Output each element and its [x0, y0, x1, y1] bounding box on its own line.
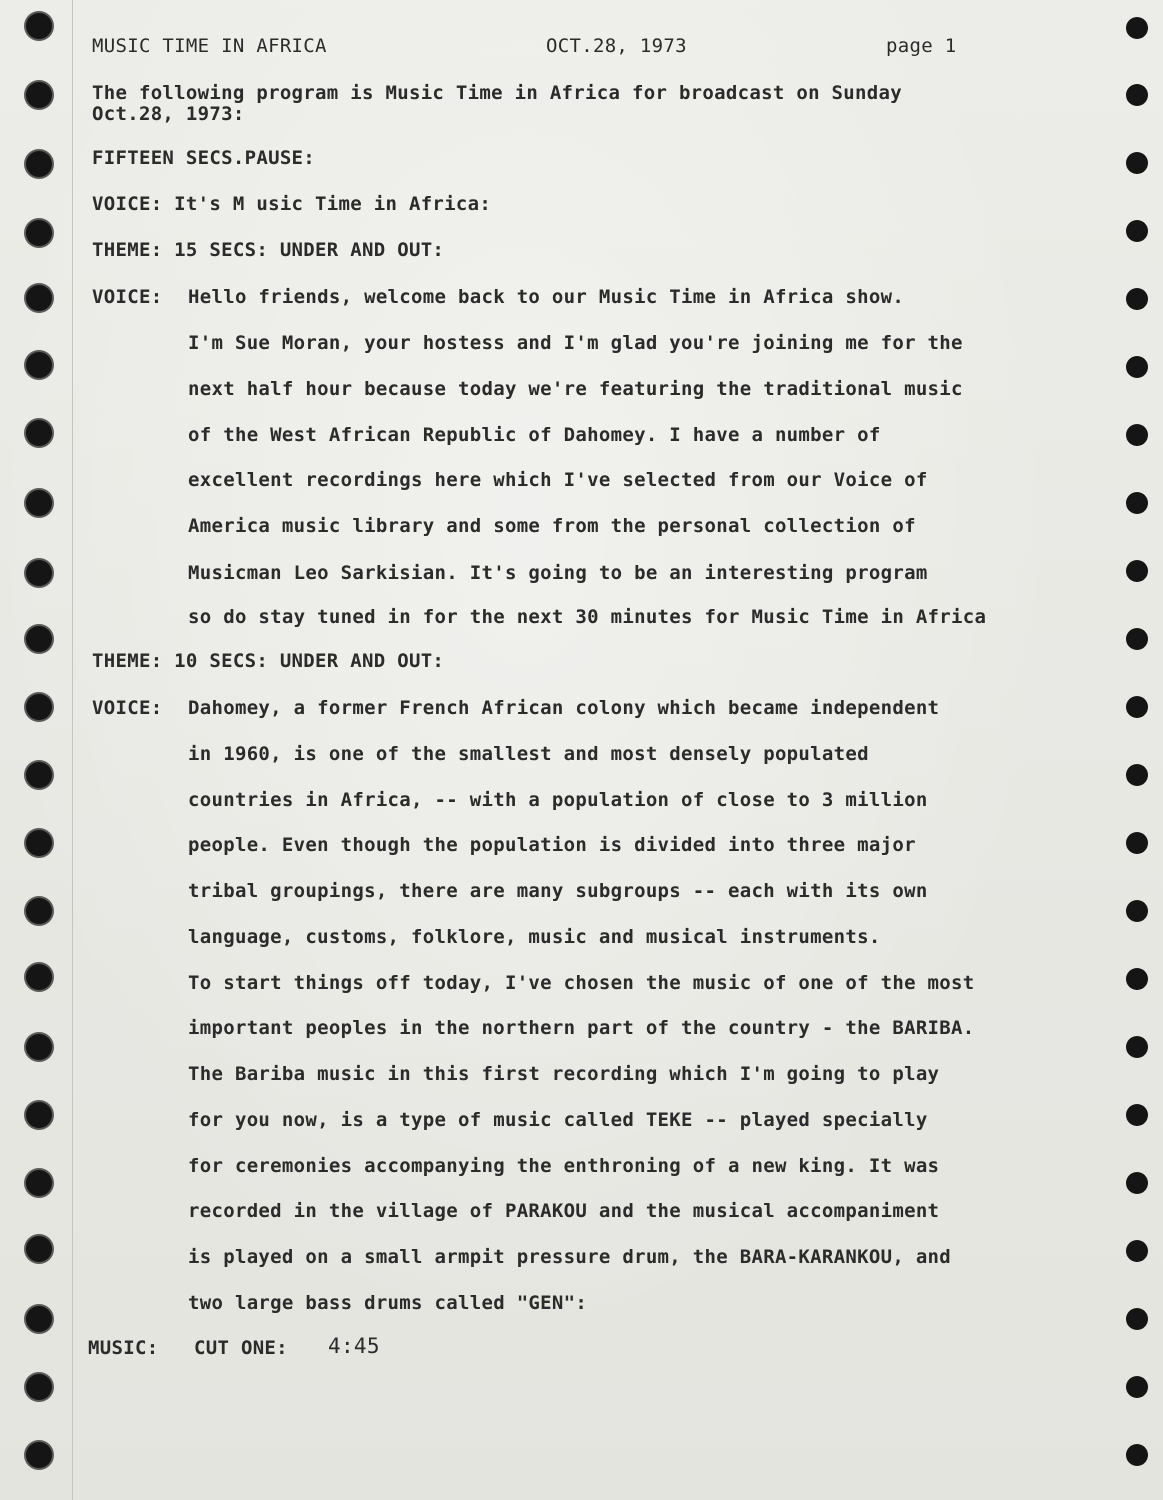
voice-cue: VOICE: It's M usic Time in Africa: [92, 193, 492, 215]
voice-line: for ceremonies accompanying the enthroning of a new king. It was [188, 1155, 940, 1177]
voice-line: two large bass drums called "GEN": [188, 1292, 588, 1314]
program-title: MUSIC TIME IN AFRICA [92, 35, 327, 57]
voice-line: Dahomey, a former French African colony which became independent [188, 697, 940, 719]
voice-line: The Bariba music in this first recording which I'm going to play [188, 1063, 940, 1085]
voice-line: countries in Africa, -- with a population of close to 3 million [188, 789, 928, 811]
music-duration: 4:45 [328, 1334, 380, 1358]
pause-cue: FIFTEEN SECS.PAUSE: [92, 147, 316, 169]
voice-line: excellent recordings here which I've selected from our Voice of [188, 469, 928, 491]
voice-line: of the West African Republic of Dahomey. I have a number of [188, 424, 881, 446]
voice-line: I'm Sue Moran, your hostess and I'm glad you're joining me for the [188, 332, 963, 354]
voice-label: VOICE: [92, 697, 163, 719]
voice-line: in 1960, is one of the smallest and most densely populated [188, 743, 869, 765]
voice-line: so do stay tuned in for the next 30 minutes for Music Time in Africa [188, 606, 987, 628]
voice-line: people. Even though the population is divided into three major [188, 834, 916, 856]
page-number: page 1 [886, 35, 957, 57]
voice-line: language, customs, folklore, music and musical instruments. [188, 926, 881, 948]
voice-line: is played on a small armpit pressure drum, the BARA-KARANKOU, and [188, 1246, 952, 1268]
voice-line: recorded in the village of PARAKOU and the musical accompaniment [188, 1200, 940, 1222]
music-cut: CUT ONE: [194, 1337, 288, 1359]
theme-cue: THEME: 15 SECS: UNDER AND OUT: [92, 239, 445, 261]
intro-line: Oct.28, 1973: [92, 103, 245, 125]
voice-label: VOICE: [92, 286, 163, 308]
voice-line: next half hour because today we're featuring the traditional music [188, 378, 963, 400]
voice-line: Musicman Leo Sarkisian. It's going to be an interesting program [188, 562, 928, 584]
theme-cue: THEME: 10 SECS: UNDER AND OUT: [92, 650, 445, 672]
broadcast-date: OCT.28, 1973 [546, 35, 687, 57]
voice-line: tribal groupings, there are many subgroups -- each with its own [188, 880, 928, 902]
voice-line: Hello friends, welcome back to our Music Time in Africa show. [188, 286, 905, 308]
voice-line: important peoples in the northern part of the country - the BARIBA. [188, 1017, 975, 1039]
music-label: MUSIC: [88, 1337, 159, 1359]
voice-line: To start things off today, I've chosen the music of one of the most [188, 972, 975, 994]
voice-line: for you now, is a type of music called TEKE -- played specially [188, 1109, 928, 1131]
voice-line: America music library and some from the personal collection of [188, 515, 916, 537]
intro-line: The following program is Music Time in Africa for broadcast on Sunday [92, 82, 902, 104]
